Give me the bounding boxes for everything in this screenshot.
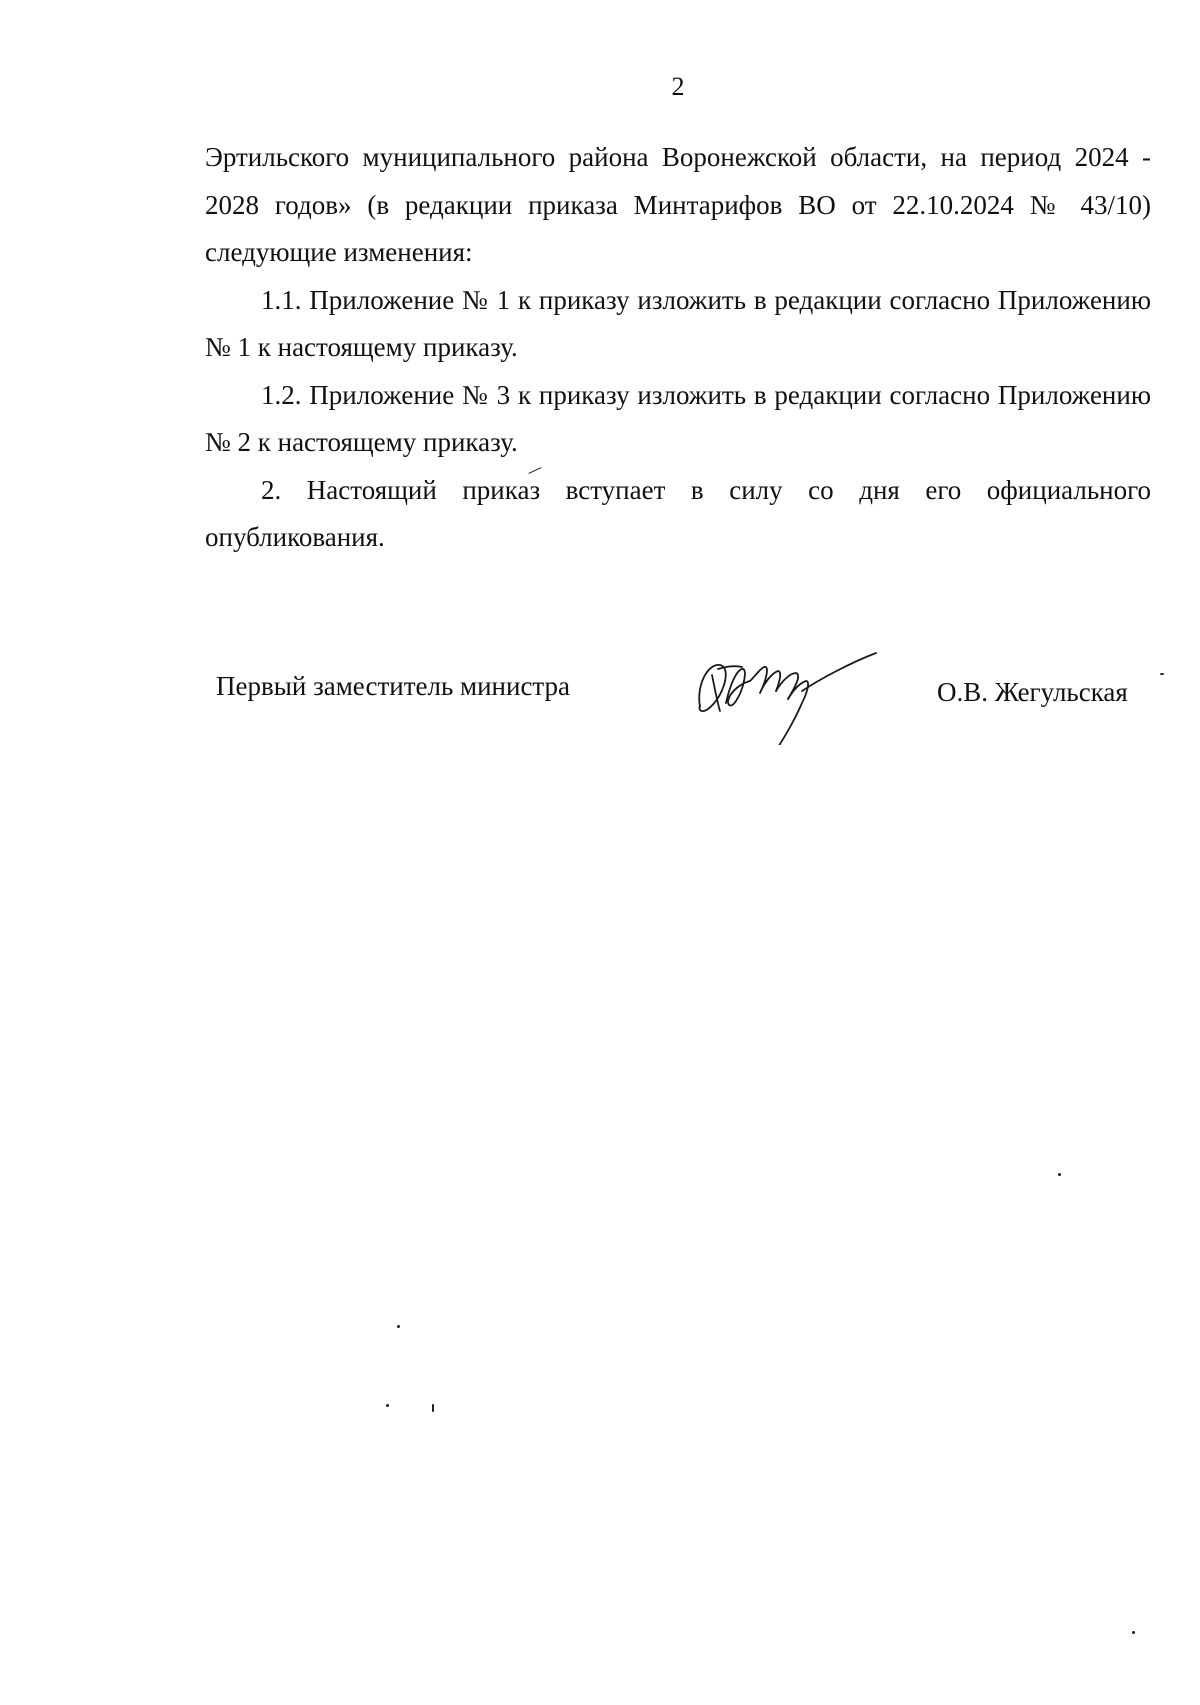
handwritten-signature (690, 645, 880, 745)
signer-position-title: Первый заместитель министра (216, 671, 571, 701)
document-body (205, 134, 1151, 562)
paragraph-intro-continuation: Эртильского муниципального района Воронежской области, на период 2024 - 2028 годов» (в редакции приказа Минтарифов ВО от 22.10.2024 № 43/10) следующие изменения: (205, 142, 1151, 267)
scan-speck (1058, 1173, 1061, 1176)
paragraph-item-2: 2. Настоящий приказ вступает в силу со дня его официального опубликования. (205, 474, 1151, 552)
signer-name: О.В. Жегульская (937, 677, 1128, 707)
scan-speck (386, 1404, 389, 1407)
scan-speck (1160, 673, 1164, 675)
page-number: 2 (671, 72, 685, 101)
paragraph-item-1-2: 1.2. Приложение № 3 к приказу изложить в редакции согласно Приложению № 2 к настоящему приказу. (205, 379, 1151, 457)
paragraph-item-1-1: 1.1. Приложение № 1 к приказу изложить в редакции согласно Приложению № 1 к настоящему приказу. (205, 284, 1151, 362)
scan-speck (432, 1404, 434, 1412)
scan-speck (1132, 1631, 1135, 1634)
scan-speck (397, 1325, 400, 1328)
